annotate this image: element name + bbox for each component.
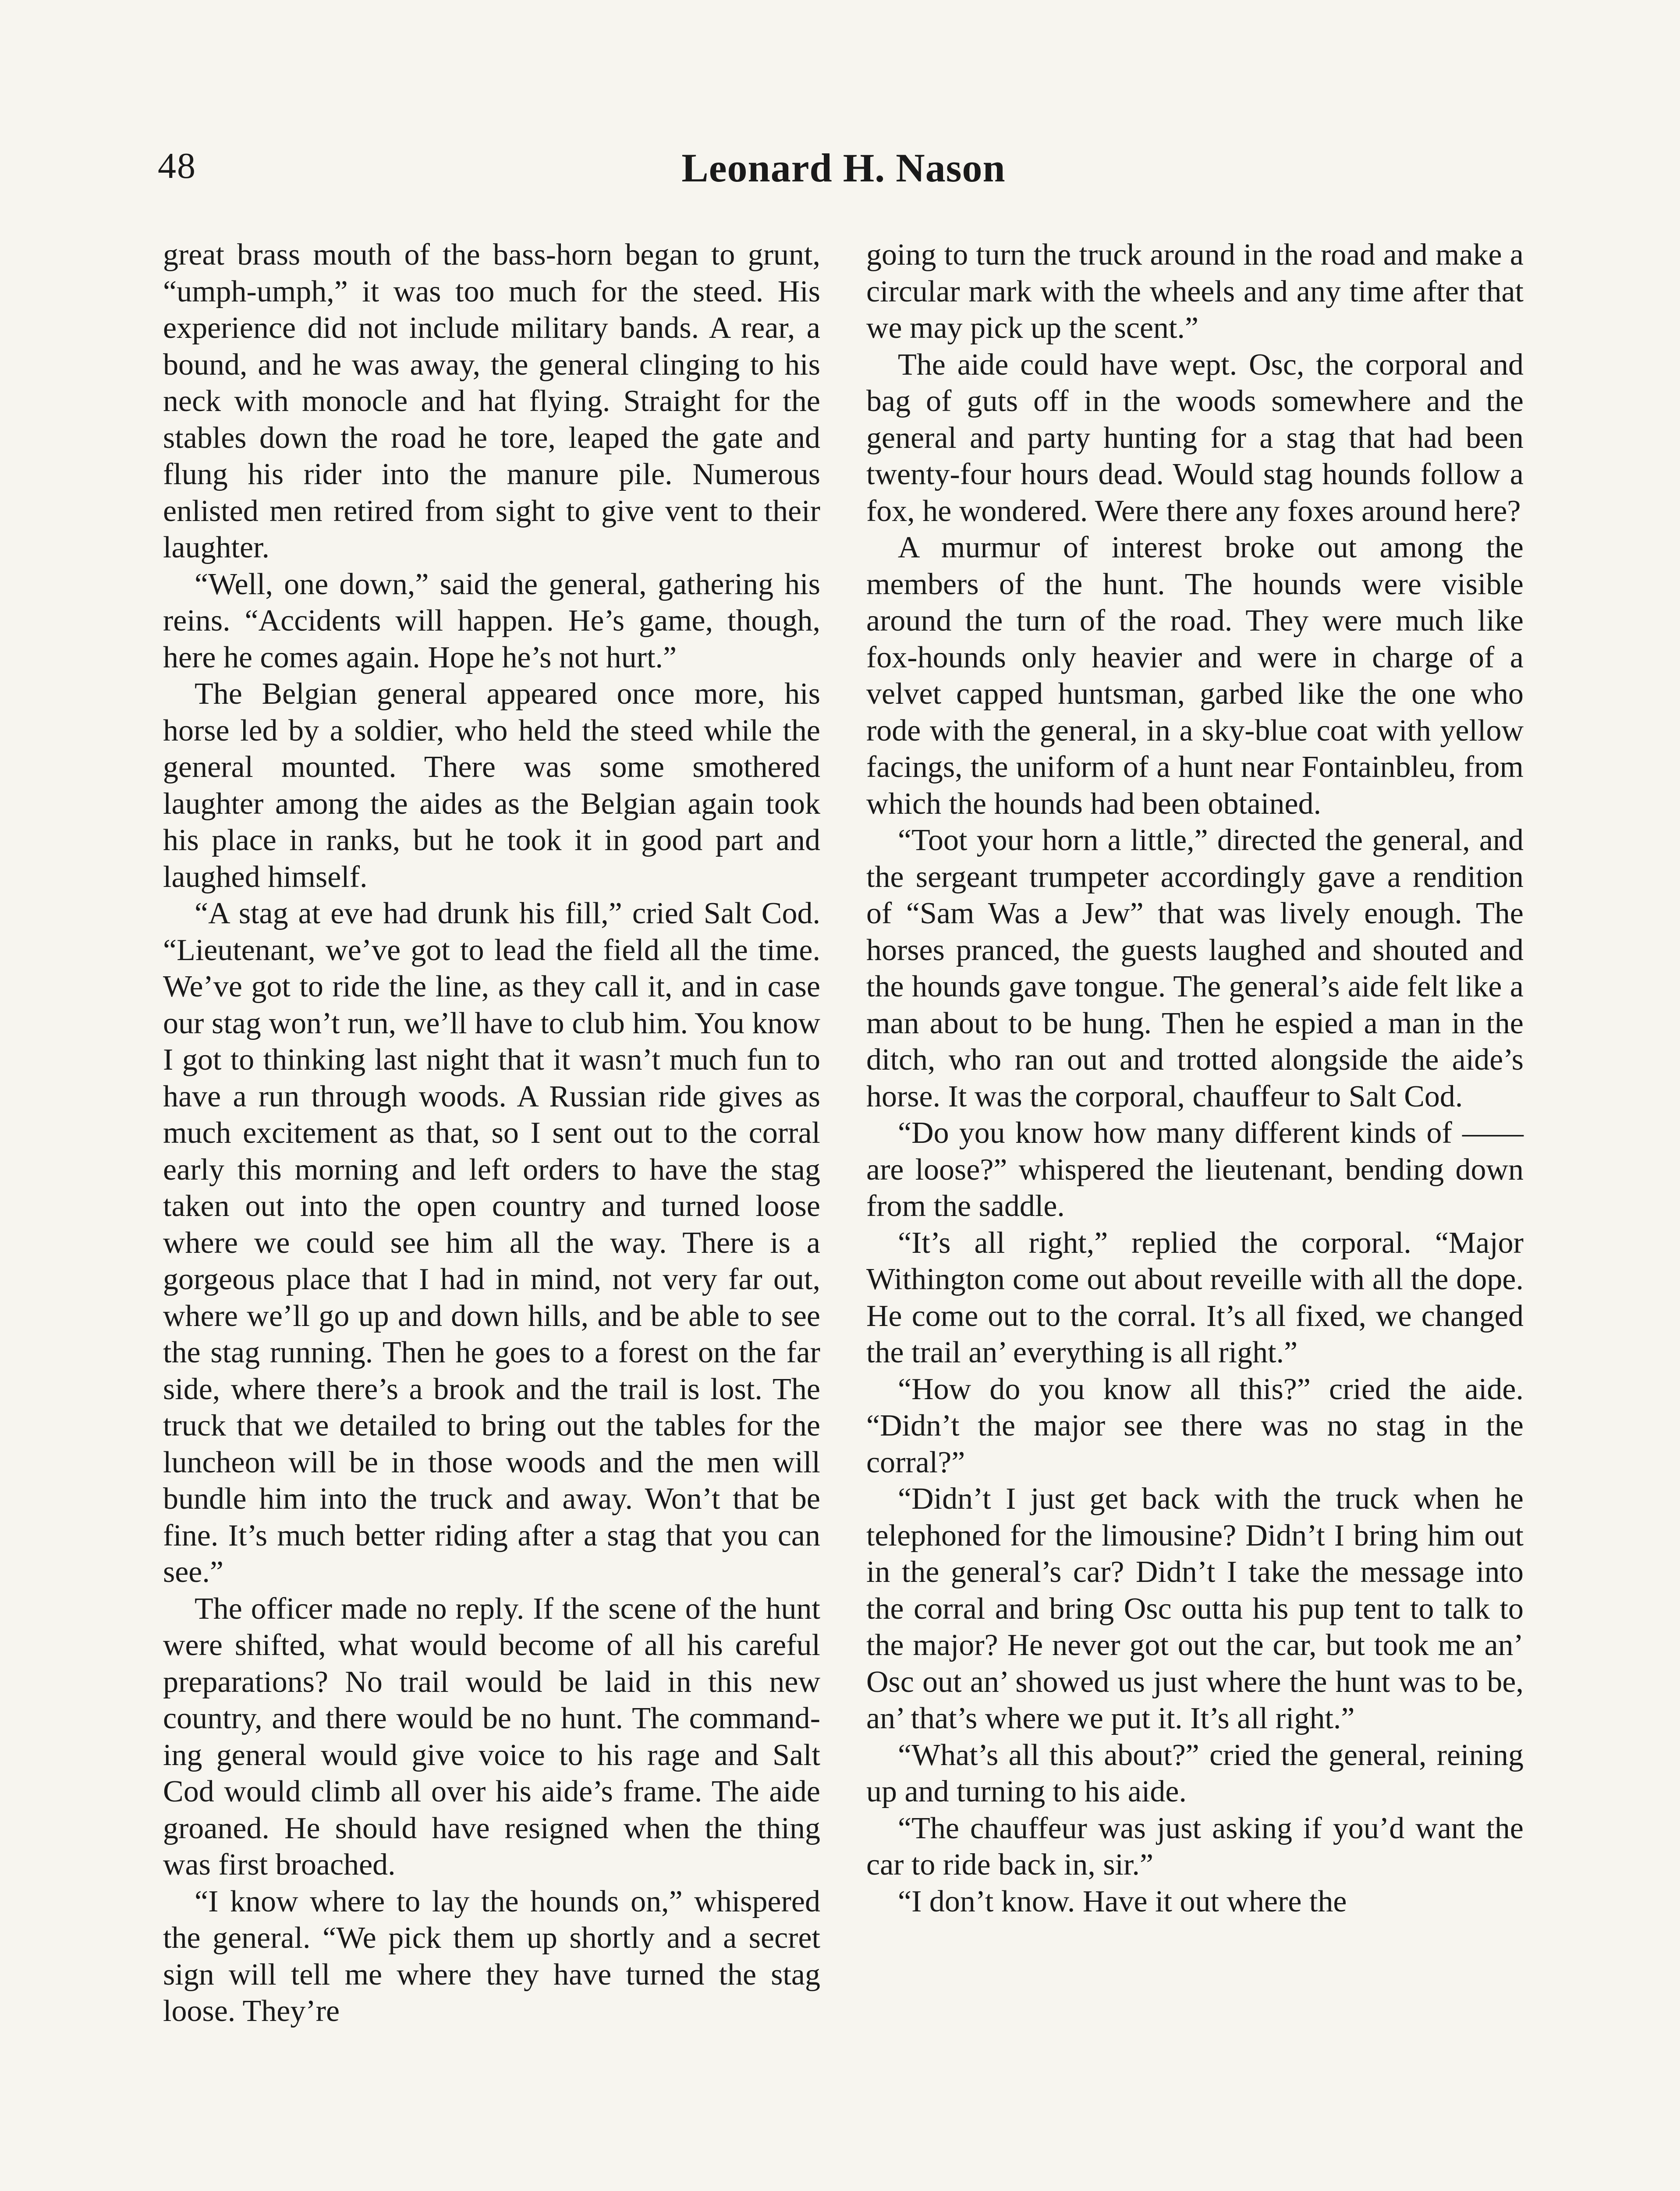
paragraph: “It’s all right,” replied the corporal. “Major Withington come out about reveille with all the dope. He come out to the corral. It’s all fixed, we changed the trail an’ everything is all right.” [866, 1226, 1524, 1369]
running-title: Leonard H. Nason [681, 145, 1006, 190]
paragraph: A murmur of interest broke out among the members of the hunt. The hounds were visible around the turn of the road. They were much like fox-hounds only heavier and were in charge of a velvet capped huntsman, garbed like the one who rode with the general, in a sky-blue coat with yellow facings, the uniform of a hunt near Fontainbleu, from which the hounds had been obtained. [866, 531, 1524, 821]
left-column [163, 237, 820, 2030]
paragraph: “Toot your horn a little,” directed the general, and the sergeant trumpeter accordingly gave a rendition of “Sam Was a Jew” that was lively enough. The horses pranced, the guests laughed and shouted and the hounds gave tongue. The general’s aide felt like a man about to be hung. Then he espied a man in the ditch, who ran out and trotted alongside the aide’s horse. It was the corporal, chauffeur to Salt Cod. [866, 823, 1524, 1113]
paragraph: “A stag at eve had drunk his fill,” cried Salt Cod. “Lieutenant, we’ve got to lead the field all the time. We’ve got to ride the line, as they call it, and in case our stag won’t run, we’ll have to club him. You know I got to thinking last night that it wasn’t much fun to have a run through woods. A Russian ride gives as much excitement as that, so I sent out to the corral early this morning and left orders to have the stag taken out into the open country and turned loose where we could see him all the way. There is a gorgeous place that I had in mind, not very far out, where we’ll go up and down hills, and be able to see the stag running. Then he goes to a forest on the far side, where there’s a brook and the trail is lost. The truck that we detailed to bring out the tables for the luncheon will be in those woods and the men will bundle him into the truck and away. Won’t that be fine. It’s much better riding after a stag that you can see.” [163, 897, 820, 1589]
paragraph: great brass mouth of the bass-horn began to grunt, “umph-umph,” it was too much for the steed. His experience did not include military bands. A rear, a bound, and he was away, the general clinging to his neck with monocle and hat flying. Straight for the stables down the road he tore, leaped the gate and flung his rider into the manure pile. Numerous enlisted men retired from sight to give vent to their laughter. [163, 238, 820, 564]
paragraph: “How do you know all this?” cried the aide. “Didn’t the major see there was no stag in the corral?” [866, 1372, 1524, 1479]
paragraph: “Well, one down,” said the general, gathering his reins. “Accidents will happen. He’s game, though, here he comes again. Hope he’s not hurt.” [163, 567, 820, 674]
page-header [158, 145, 1529, 210]
right-column [866, 237, 1524, 1920]
paragraph: going to turn the truck around in the road and make a circular mark with the wheels and any time after that we may pick up the scent.” [866, 238, 1524, 345]
paragraph: “I don’t know. Have it out where the [898, 1884, 1347, 1918]
paragraph: “Didn’t I just get back with the truck when he telephoned for the limousine? Didn’t I bring him out in the general’s car? Didn’t I take the message into the corral and bring Osc outta his pup tent to talk to the major? He never got out the car, but took me an’ Osc out an’ showed us just where the hunt was to be, an’ that’s where we put it. It’s all right.” [866, 1482, 1524, 1735]
paragraph: The officer made no reply. If the scene of the hunt were shifted, what would become of all his careful preparations? No trail would be laid in this new country, and there would be no hunt. The commanding general would give voice to his rage and Salt Cod would climb all over his aide’s frame. The aide groaned. He should have resigned when the thing was first broached. [163, 1592, 820, 1882]
paragraph: The aide could have wept. Osc, the corporal and bag of guts off in the woods somewhere and the general and party hunting for a stag that had been twenty-four hours dead. Would stag hounds follow a fox, he wondered. Were there any foxes around here? [866, 347, 1524, 528]
paragraph: “What’s all this about?” cried the general, reining up and turning to his aide. [866, 1738, 1524, 1808]
page-number: 48 [158, 145, 196, 186]
paragraph: “The chauffeur was just asking if you’d want the car to ride back in, sir.” [866, 1811, 1524, 1882]
paragraph: The Belgian general appeared once more, his horse led by a soldier, who held the steed while the general mounted. There was some smothered laughter among the aides as the Belgian again took his place in ranks, but he took it in good part and laughed himself. [163, 677, 820, 894]
paragraph: “Do you know how many different kinds of —— are loose?” whispered the lieutenant, bending down from the saddle. [866, 1116, 1524, 1223]
paragraph: “I know where to lay the hounds on,” whispered the general. “We pick them up shortly and a secret sign will tell me where they have turned the stag loose. They’re [163, 1884, 820, 2028]
